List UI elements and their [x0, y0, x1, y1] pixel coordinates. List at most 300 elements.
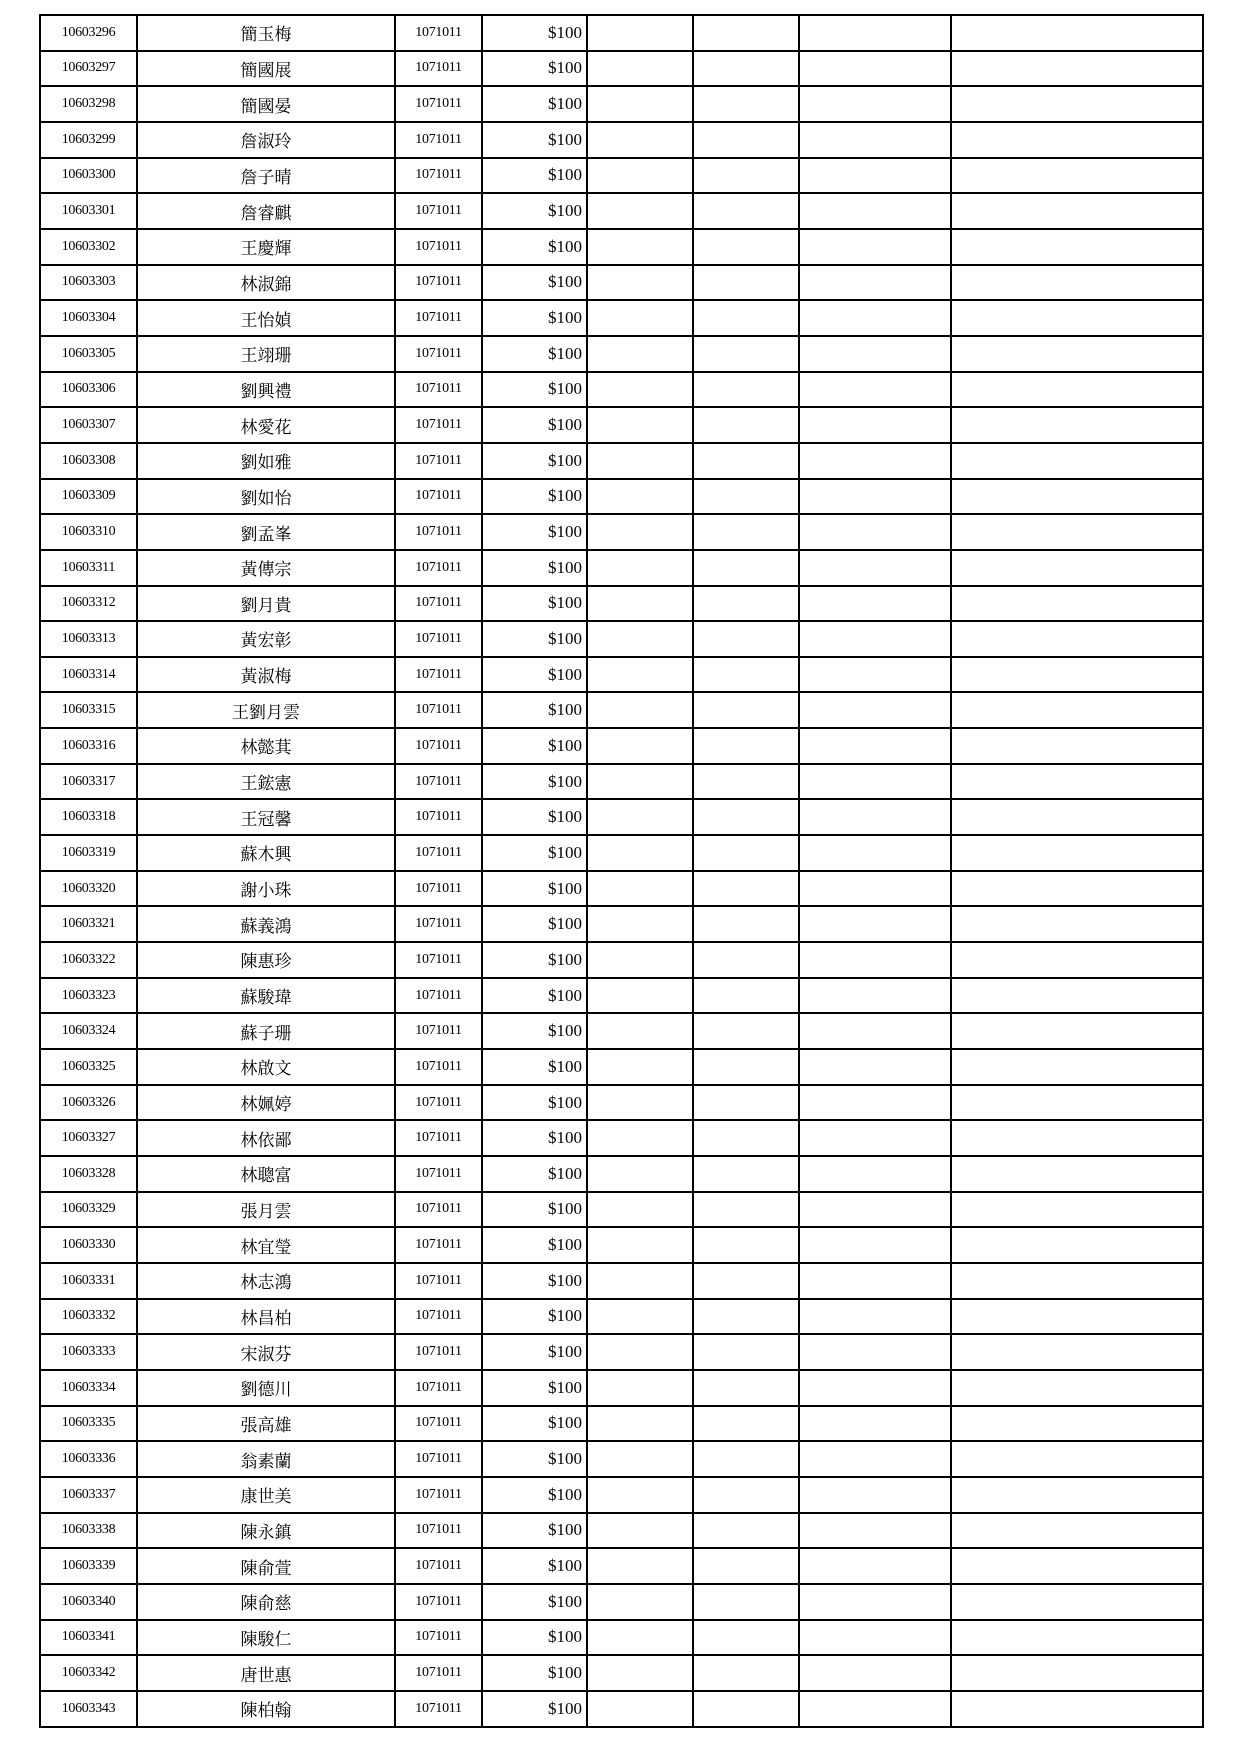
amount-cell: $100 — [482, 51, 587, 87]
member-name-cell: 詹子晴 — [137, 158, 395, 194]
amount-cell: $100 — [482, 265, 587, 301]
blank-cell — [693, 1691, 799, 1727]
blank-cell — [951, 1548, 1203, 1584]
date-cell: 1071011 — [395, 1406, 482, 1442]
blank-cell — [799, 586, 951, 622]
amount-cell: $100 — [482, 728, 587, 764]
member-name-cell: 林昌柏 — [137, 1299, 395, 1335]
date-cell: 1071011 — [395, 265, 482, 301]
table-row — [40, 1085, 1203, 1121]
blank-cell — [587, 514, 693, 550]
table-row — [40, 835, 1203, 871]
date-cell: 1071011 — [395, 1227, 482, 1263]
blank-cell — [693, 1013, 799, 1049]
date-cell: 1071011 — [395, 372, 482, 408]
blank-cell — [587, 1441, 693, 1477]
blank-cell — [693, 621, 799, 657]
blank-cell — [693, 835, 799, 871]
table-row — [40, 1513, 1203, 1549]
blank-cell — [951, 122, 1203, 158]
date-cell: 1071011 — [395, 122, 482, 158]
member-name-cell: 陳俞萱 — [137, 1548, 395, 1584]
blank-cell — [951, 514, 1203, 550]
blank-cell — [799, 229, 951, 265]
blank-cell — [799, 51, 951, 87]
date-cell: 1071011 — [395, 193, 482, 229]
blank-cell — [799, 550, 951, 586]
blank-cell — [587, 1584, 693, 1620]
amount-cell: $100 — [482, 978, 587, 1014]
blank-cell — [587, 871, 693, 907]
blank-cell — [951, 300, 1203, 336]
date-cell: 1071011 — [395, 1013, 482, 1049]
amount-cell: $100 — [482, 1227, 587, 1263]
member-id-cell: 10603320 — [40, 871, 137, 907]
blank-cell — [951, 1513, 1203, 1549]
table-row — [40, 1263, 1203, 1299]
date-cell: 1071011 — [395, 229, 482, 265]
blank-cell — [799, 942, 951, 978]
member-name-cell: 林淑錦 — [137, 265, 395, 301]
blank-cell — [799, 300, 951, 336]
blank-cell — [693, 443, 799, 479]
blank-cell — [799, 1013, 951, 1049]
blank-cell — [951, 1370, 1203, 1406]
amount-cell: $100 — [482, 443, 587, 479]
date-cell: 1071011 — [395, 871, 482, 907]
amount-cell: $100 — [482, 1477, 587, 1513]
member-name-cell: 林聰富 — [137, 1156, 395, 1192]
amount-cell: $100 — [482, 1548, 587, 1584]
blank-cell — [693, 978, 799, 1014]
member-id-cell: 10603327 — [40, 1120, 137, 1156]
blank-cell — [951, 1584, 1203, 1620]
blank-cell — [587, 799, 693, 835]
member-id-cell: 10603324 — [40, 1013, 137, 1049]
blank-cell — [693, 514, 799, 550]
table-row — [40, 336, 1203, 372]
date-cell: 1071011 — [395, 1263, 482, 1299]
date-cell: 1071011 — [395, 764, 482, 800]
blank-cell — [693, 799, 799, 835]
amount-cell: $100 — [482, 586, 587, 622]
blank-cell — [693, 1299, 799, 1335]
date-cell: 1071011 — [395, 906, 482, 942]
blank-cell — [799, 692, 951, 728]
date-cell: 1071011 — [395, 514, 482, 550]
amount-cell: $100 — [482, 336, 587, 372]
amount-cell: $100 — [482, 1441, 587, 1477]
blank-cell — [799, 265, 951, 301]
member-id-cell: 10603338 — [40, 1513, 137, 1549]
blank-cell — [799, 657, 951, 693]
blank-cell — [951, 550, 1203, 586]
member-name-cell: 陳駿仁 — [137, 1620, 395, 1656]
blank-cell — [693, 692, 799, 728]
member-name-cell: 劉興禮 — [137, 372, 395, 408]
amount-cell: $100 — [482, 692, 587, 728]
blank-cell — [587, 621, 693, 657]
table-row — [40, 1691, 1203, 1727]
date-cell: 1071011 — [395, 1299, 482, 1335]
blank-cell — [799, 336, 951, 372]
date-cell: 1071011 — [395, 1477, 482, 1513]
blank-cell — [693, 158, 799, 194]
blank-cell — [587, 300, 693, 336]
member-name-cell: 蘇木興 — [137, 835, 395, 871]
blank-cell — [587, 1085, 693, 1121]
amount-cell: $100 — [482, 86, 587, 122]
member-id-cell: 10603306 — [40, 372, 137, 408]
blank-cell — [951, 443, 1203, 479]
member-name-cell: 詹睿麒 — [137, 193, 395, 229]
table-row — [40, 728, 1203, 764]
member-name-cell: 宋淑芬 — [137, 1334, 395, 1370]
member-name-cell: 簡國展 — [137, 51, 395, 87]
blank-cell — [587, 479, 693, 515]
member-id-cell: 10603302 — [40, 229, 137, 265]
date-cell: 1071011 — [395, 657, 482, 693]
date-cell: 1071011 — [395, 1691, 482, 1727]
member-id-cell: 10603314 — [40, 657, 137, 693]
ledger-table — [39, 14, 1204, 1728]
member-name-cell: 林依鄙 — [137, 1120, 395, 1156]
date-cell: 1071011 — [395, 158, 482, 194]
blank-cell — [693, 51, 799, 87]
date-cell: 1071011 — [395, 300, 482, 336]
member-id-cell: 10603296 — [40, 15, 137, 51]
blank-cell — [799, 158, 951, 194]
blank-cell — [799, 621, 951, 657]
table-row — [40, 1013, 1203, 1049]
table-row — [40, 1192, 1203, 1228]
blank-cell — [587, 122, 693, 158]
blank-cell — [693, 265, 799, 301]
member-name-cell: 劉月貴 — [137, 586, 395, 622]
member-id-cell: 10603342 — [40, 1655, 137, 1691]
blank-cell — [693, 1263, 799, 1299]
member-id-cell: 10603340 — [40, 1584, 137, 1620]
member-id-cell: 10603307 — [40, 407, 137, 443]
blank-cell — [693, 1477, 799, 1513]
member-id-cell: 10603336 — [40, 1441, 137, 1477]
member-name-cell: 陳俞慈 — [137, 1584, 395, 1620]
blank-cell — [951, 1049, 1203, 1085]
table-row — [40, 372, 1203, 408]
blank-cell — [587, 657, 693, 693]
blank-cell — [951, 1620, 1203, 1656]
member-name-cell: 陳柏翰 — [137, 1691, 395, 1727]
blank-cell — [693, 871, 799, 907]
member-name-cell: 張高雄 — [137, 1406, 395, 1442]
blank-cell — [799, 1513, 951, 1549]
blank-cell — [587, 1513, 693, 1549]
table-row — [40, 1370, 1203, 1406]
blank-cell — [693, 193, 799, 229]
blank-cell — [799, 1192, 951, 1228]
member-name-cell: 林志鴻 — [137, 1263, 395, 1299]
blank-cell — [951, 835, 1203, 871]
blank-cell — [587, 1334, 693, 1370]
blank-cell — [799, 1477, 951, 1513]
blank-cell — [587, 1406, 693, 1442]
table-row — [40, 86, 1203, 122]
blank-cell — [587, 86, 693, 122]
blank-cell — [799, 86, 951, 122]
date-cell: 1071011 — [395, 835, 482, 871]
blank-cell — [693, 86, 799, 122]
member-id-cell: 10603313 — [40, 621, 137, 657]
blank-cell — [799, 906, 951, 942]
member-name-cell: 唐世惠 — [137, 1655, 395, 1691]
member-id-cell: 10603311 — [40, 550, 137, 586]
blank-cell — [951, 1085, 1203, 1121]
table-row — [40, 158, 1203, 194]
blank-cell — [587, 1049, 693, 1085]
member-name-cell: 蘇子珊 — [137, 1013, 395, 1049]
table-row — [40, 550, 1203, 586]
blank-cell — [951, 407, 1203, 443]
blank-cell — [951, 86, 1203, 122]
blank-cell — [587, 1156, 693, 1192]
blank-cell — [951, 479, 1203, 515]
blank-cell — [693, 1548, 799, 1584]
date-cell: 1071011 — [395, 621, 482, 657]
table-row — [40, 764, 1203, 800]
table-row — [40, 51, 1203, 87]
blank-cell — [951, 15, 1203, 51]
date-cell: 1071011 — [395, 86, 482, 122]
blank-cell — [693, 1655, 799, 1691]
table-row — [40, 193, 1203, 229]
member-name-cell: 王慶輝 — [137, 229, 395, 265]
table-row — [40, 1620, 1203, 1656]
blank-cell — [693, 1156, 799, 1192]
member-id-cell: 10603318 — [40, 799, 137, 835]
amount-cell: $100 — [482, 229, 587, 265]
blank-cell — [693, 1192, 799, 1228]
table-row — [40, 1477, 1203, 1513]
member-name-cell: 黃宏彰 — [137, 621, 395, 657]
blank-cell — [951, 265, 1203, 301]
blank-cell — [587, 728, 693, 764]
blank-cell — [587, 835, 693, 871]
table-row — [40, 692, 1203, 728]
member-name-cell: 張月雲 — [137, 1192, 395, 1228]
blank-cell — [587, 15, 693, 51]
blank-cell — [693, 1085, 799, 1121]
date-cell: 1071011 — [395, 1334, 482, 1370]
amount-cell: $100 — [482, 906, 587, 942]
blank-cell — [951, 1334, 1203, 1370]
blank-cell — [587, 372, 693, 408]
amount-cell: $100 — [482, 1156, 587, 1192]
member-id-cell: 10603299 — [40, 122, 137, 158]
blank-cell — [951, 799, 1203, 835]
amount-cell: $100 — [482, 122, 587, 158]
blank-cell — [587, 692, 693, 728]
table-row — [40, 586, 1203, 622]
amount-cell: $100 — [482, 1299, 587, 1335]
blank-cell — [693, 586, 799, 622]
amount-cell: $100 — [482, 835, 587, 871]
blank-cell — [951, 1691, 1203, 1727]
blank-cell — [587, 443, 693, 479]
blank-cell — [951, 728, 1203, 764]
blank-cell — [799, 443, 951, 479]
blank-cell — [587, 764, 693, 800]
member-id-cell: 10603323 — [40, 978, 137, 1014]
amount-cell: $100 — [482, 1263, 587, 1299]
blank-cell — [951, 229, 1203, 265]
member-id-cell: 10603329 — [40, 1192, 137, 1228]
member-name-cell: 黃淑梅 — [137, 657, 395, 693]
blank-cell — [587, 336, 693, 372]
blank-cell — [951, 1013, 1203, 1049]
member-name-cell: 翁素蘭 — [137, 1441, 395, 1477]
blank-cell — [951, 621, 1203, 657]
blank-cell — [587, 586, 693, 622]
blank-cell — [693, 122, 799, 158]
table-row — [40, 942, 1203, 978]
blank-cell — [799, 1548, 951, 1584]
member-id-cell: 10603331 — [40, 1263, 137, 1299]
blank-cell — [799, 728, 951, 764]
blank-cell — [693, 1334, 799, 1370]
blank-cell — [693, 942, 799, 978]
amount-cell: $100 — [482, 764, 587, 800]
blank-cell — [693, 657, 799, 693]
member-name-cell: 林姵婷 — [137, 1085, 395, 1121]
table-row — [40, 407, 1203, 443]
date-cell: 1071011 — [395, 1049, 482, 1085]
blank-cell — [951, 906, 1203, 942]
member-name-cell: 王劉月雲 — [137, 692, 395, 728]
blank-cell — [693, 1049, 799, 1085]
blank-cell — [951, 1406, 1203, 1442]
member-id-cell: 10603330 — [40, 1227, 137, 1263]
date-cell: 1071011 — [395, 728, 482, 764]
blank-cell — [693, 300, 799, 336]
blank-cell — [799, 1406, 951, 1442]
member-id-cell: 10603339 — [40, 1548, 137, 1584]
amount-cell: $100 — [482, 372, 587, 408]
amount-cell: $100 — [482, 514, 587, 550]
date-cell: 1071011 — [395, 1085, 482, 1121]
member-id-cell: 10603334 — [40, 1370, 137, 1406]
blank-cell — [693, 728, 799, 764]
member-id-cell: 10603317 — [40, 764, 137, 800]
member-id-cell: 10603300 — [40, 158, 137, 194]
member-id-cell: 10603305 — [40, 336, 137, 372]
blank-cell — [587, 158, 693, 194]
amount-cell: $100 — [482, 1406, 587, 1442]
table-row — [40, 1584, 1203, 1620]
table-row — [40, 1655, 1203, 1691]
blank-cell — [799, 1620, 951, 1656]
blank-cell — [951, 1192, 1203, 1228]
member-id-cell: 10603321 — [40, 906, 137, 942]
date-cell: 1071011 — [395, 1620, 482, 1656]
blank-cell — [693, 1584, 799, 1620]
member-id-cell: 10603325 — [40, 1049, 137, 1085]
member-name-cell: 王翊珊 — [137, 336, 395, 372]
member-id-cell: 10603326 — [40, 1085, 137, 1121]
blank-cell — [799, 193, 951, 229]
date-cell: 1071011 — [395, 407, 482, 443]
member-name-cell: 劉如雅 — [137, 443, 395, 479]
table-row — [40, 1227, 1203, 1263]
blank-cell — [799, 1584, 951, 1620]
table-row — [40, 871, 1203, 907]
table-row — [40, 15, 1203, 51]
blank-cell — [587, 550, 693, 586]
table-row — [40, 443, 1203, 479]
blank-cell — [799, 799, 951, 835]
blank-cell — [587, 229, 693, 265]
blank-cell — [693, 15, 799, 51]
member-id-cell: 10603337 — [40, 1477, 137, 1513]
blank-cell — [693, 550, 799, 586]
blank-cell — [799, 871, 951, 907]
member-name-cell: 詹淑玲 — [137, 122, 395, 158]
table-row — [40, 1548, 1203, 1584]
member-name-cell: 簡國晏 — [137, 86, 395, 122]
blank-cell — [799, 1120, 951, 1156]
date-cell: 1071011 — [395, 692, 482, 728]
date-cell: 1071011 — [395, 1192, 482, 1228]
member-id-cell: 10603343 — [40, 1691, 137, 1727]
member-id-cell: 10603309 — [40, 479, 137, 515]
table-row — [40, 1406, 1203, 1442]
blank-cell — [799, 514, 951, 550]
blank-cell — [693, 479, 799, 515]
amount-cell: $100 — [482, 1085, 587, 1121]
blank-cell — [587, 1691, 693, 1727]
member-id-cell: 10603332 — [40, 1299, 137, 1335]
date-cell: 1071011 — [395, 1548, 482, 1584]
blank-cell — [951, 942, 1203, 978]
blank-cell — [799, 1334, 951, 1370]
table-row — [40, 1156, 1203, 1192]
member-id-cell: 10603303 — [40, 265, 137, 301]
amount-cell: $100 — [482, 657, 587, 693]
member-name-cell: 蘇駿瑋 — [137, 978, 395, 1014]
blank-cell — [799, 1156, 951, 1192]
blank-cell — [693, 372, 799, 408]
table-row — [40, 1299, 1203, 1335]
member-name-cell: 林愛花 — [137, 407, 395, 443]
blank-cell — [951, 1263, 1203, 1299]
blank-cell — [799, 764, 951, 800]
member-name-cell: 劉孟峯 — [137, 514, 395, 550]
amount-cell: $100 — [482, 799, 587, 835]
blank-cell — [587, 193, 693, 229]
blank-cell — [799, 1085, 951, 1121]
blank-cell — [799, 1263, 951, 1299]
blank-cell — [799, 479, 951, 515]
table-row — [40, 1441, 1203, 1477]
blank-cell — [799, 407, 951, 443]
blank-cell — [951, 158, 1203, 194]
amount-cell: $100 — [482, 1120, 587, 1156]
amount-cell: $100 — [482, 1192, 587, 1228]
blank-cell — [799, 1691, 951, 1727]
amount-cell: $100 — [482, 942, 587, 978]
blank-cell — [693, 1370, 799, 1406]
member-name-cell: 王冠馨 — [137, 799, 395, 835]
blank-cell — [587, 51, 693, 87]
